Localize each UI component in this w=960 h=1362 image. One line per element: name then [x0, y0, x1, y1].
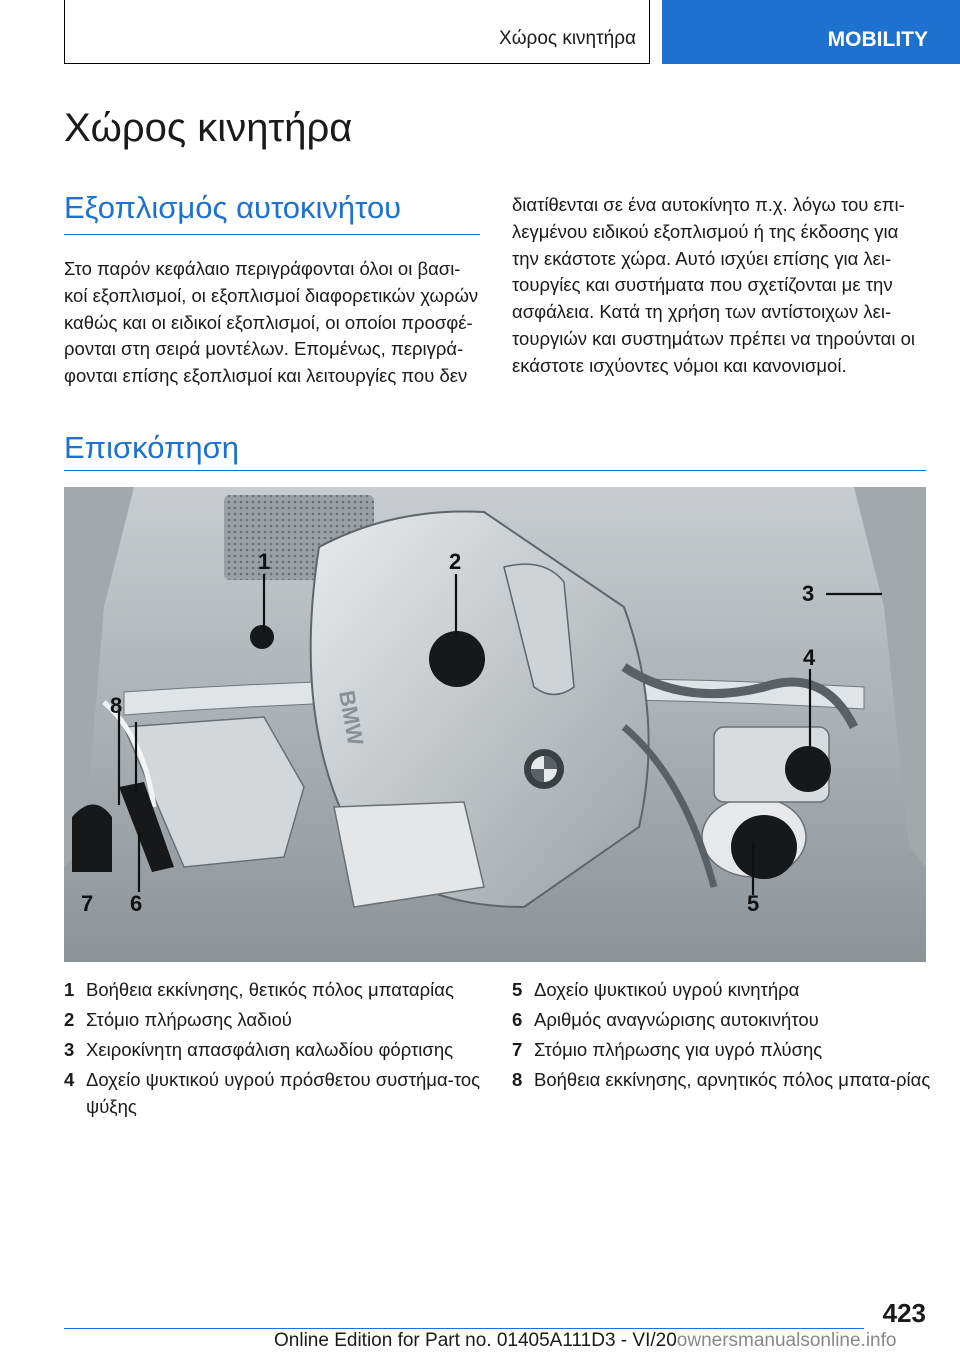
callout-3: 3: [802, 581, 815, 606]
legend-item: [512, 976, 942, 1003]
legend-number: 8: [512, 1069, 523, 1090]
legend-item: [512, 1006, 942, 1033]
equipment-rule: [64, 234, 480, 235]
text-line: ασφάλεια. Κατά τη χρήση των αντίστοιχων λει-: [512, 301, 892, 323]
legend-item: [64, 1006, 494, 1033]
engine-bay-figure: [64, 487, 926, 962]
legend-item: [512, 1036, 942, 1063]
legend-number: 5: [512, 979, 523, 1000]
callout-1: 1: [258, 549, 271, 574]
footer-rule: [64, 1328, 864, 1329]
legend-item: [64, 1036, 494, 1063]
legend-item: [512, 1066, 942, 1093]
callout-4: 4: [803, 645, 816, 670]
engine-bay-illustration: [64, 487, 926, 962]
text-line: ρονται στη σειρά μοντέλων. Επομένως, περιγρά-: [64, 338, 464, 360]
text-line: τουργίες και συστήματα που σχετίζονται με την: [512, 274, 893, 296]
legend-text: Βοήθεια εκκίνησης, θετικός πόλος μπαταρίας: [86, 979, 454, 1000]
callout-7: 7: [81, 891, 94, 916]
text-line: εκάστοτε ισχύοντες νόμοι και κανονισμοί.: [512, 354, 847, 376]
legend-number: 4: [64, 1069, 75, 1090]
page-title: Χώρος κινητήρα: [64, 106, 353, 150]
callout-2: 2: [449, 549, 462, 574]
text-line: φονται επίσης εξοπλισμοί και λειτουργίες που δεν: [64, 365, 468, 387]
legend-text: Στόμιο πλήρωσης για υγρό πλύσης: [534, 1039, 823, 1060]
legend-item: [64, 976, 494, 1003]
legend-number: 7: [512, 1039, 523, 1060]
text-line: λεγμένου ειδικού εξοπλισμού ή της έκδοσης για: [512, 220, 899, 242]
legend-number: 1: [64, 979, 75, 1000]
footer-watermark[interactable]: ownersmanualsonline.info: [676, 1330, 897, 1351]
text-line: διατίθενται σε ένα αυτοκίνητο π.χ. λόγω του επι-: [512, 194, 905, 215]
equipment-paragraph-right: [512, 192, 942, 380]
callout-6: 6: [130, 891, 143, 916]
page-number: 423: [882, 1298, 926, 1328]
overview-rule: [64, 470, 926, 471]
overview-heading: Επισκόπηση: [64, 430, 240, 465]
equipment-paragraph-left: [64, 256, 494, 390]
footer-edition: [274, 1330, 896, 1352]
text-line: τουργιών και συστημάτων πρέπει να τηρούνται οι: [512, 327, 915, 349]
equipment-heading: Εξοπλισμός αυτοκινήτου: [64, 190, 402, 225]
legend-text: Δοχείο ψυκτικού υγρού κινητήρα: [534, 979, 800, 1000]
callout-8: 8: [110, 693, 123, 718]
text-line: κοί εξοπλισμοί, οι εξοπλισμοί διαφορετικών χωρών: [64, 284, 479, 306]
legend-number: 6: [512, 1009, 523, 1030]
legend-item: [64, 1066, 494, 1120]
legend-right: [512, 976, 942, 1096]
legend-number: 3: [64, 1039, 75, 1060]
text-line: καθώς και οι ειδικοί εξοπλισμοί, οι οποίοι προσφέ-: [64, 311, 473, 333]
legend-text: Βοήθεια εκκίνησης, αρνητικός πόλος μπατα-ρίας: [534, 1069, 931, 1090]
legend-left: [64, 976, 494, 1123]
legend-text: Χειροκίνητη απασφάλιση καλωδίου φόρτισης: [86, 1039, 454, 1060]
header-section-title: Χώρος κινητήρα: [499, 28, 636, 49]
edition-text: Online Edition for Part no. 01405A111D3 - VI/20: [274, 1330, 677, 1351]
legend-text: Δοχείο ψυκτικού υγρού πρόσθετου συστήμα-τος ψύξης: [86, 1069, 481, 1117]
chapter-tab[interactable]: MOBILITY: [662, 0, 960, 64]
text-line: την εκάστοτε χώρα. Αυτό ισχύει επίσης για λει-: [512, 247, 892, 269]
legend-number: 2: [64, 1009, 75, 1030]
legend-text: Αριθμός αναγνώρισης αυτοκινήτου: [534, 1009, 819, 1030]
svg-text:BMW: BMW: [334, 688, 369, 748]
callout-5: 5: [747, 891, 760, 916]
legend-text: Στόμιο πλήρωσης λαδιού: [86, 1009, 292, 1030]
text-line: Στο παρόν κεφάλαιο περιγράφονται όλοι οι βασι-: [64, 258, 461, 279]
